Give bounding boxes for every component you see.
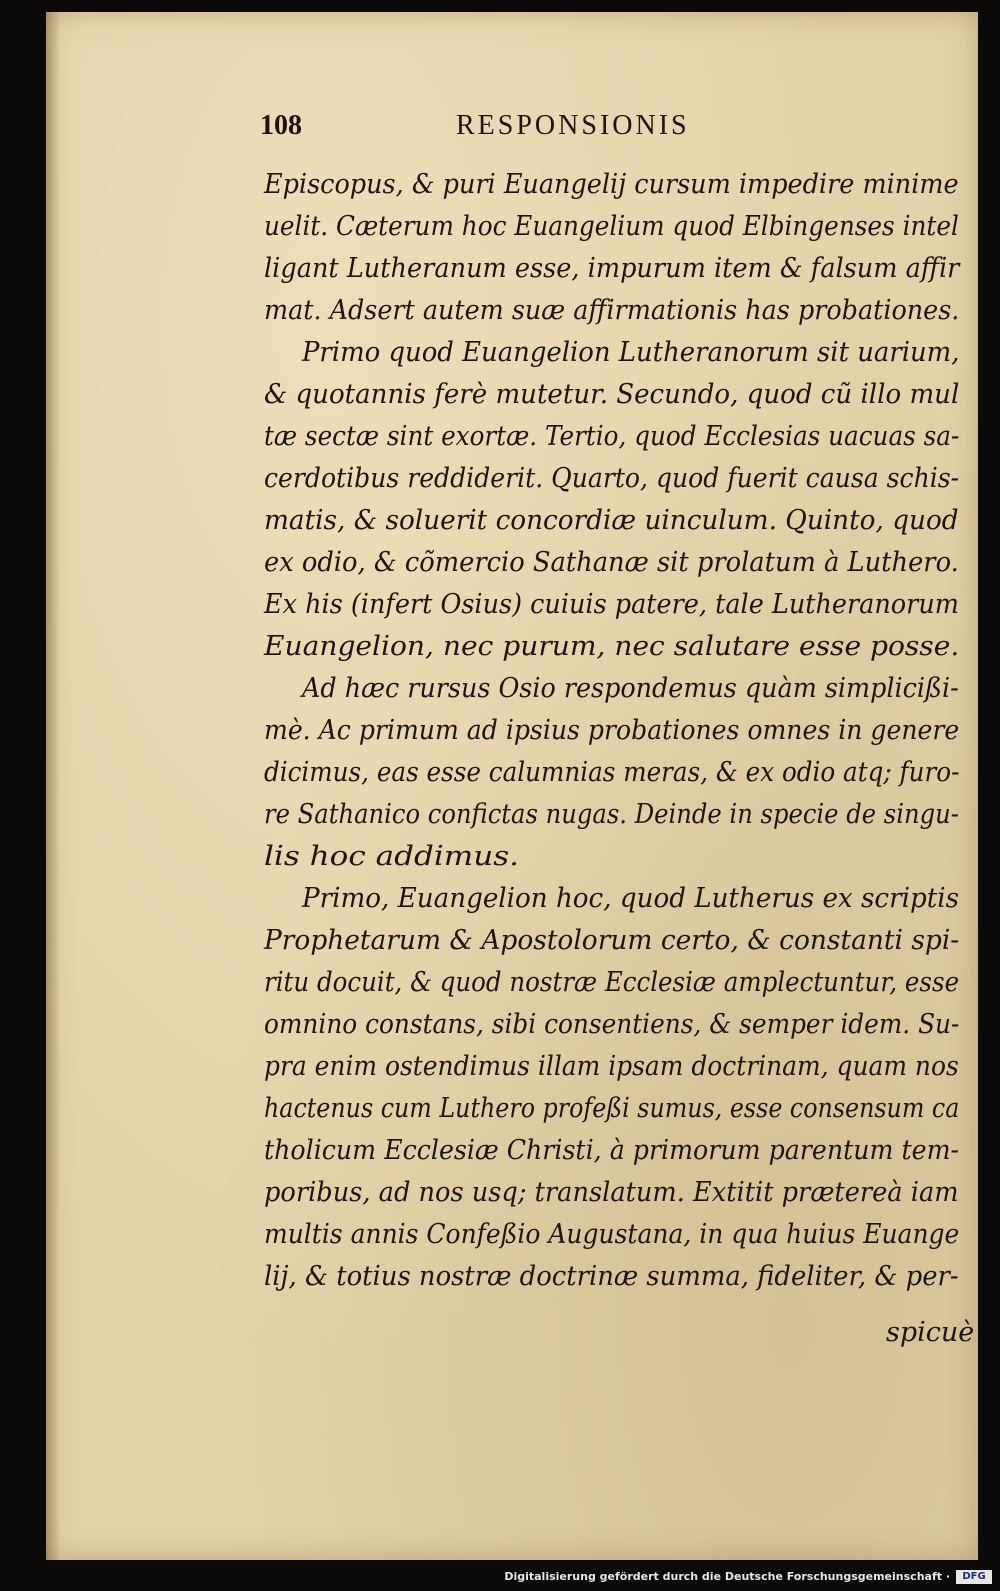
text-line: pra enim ostendimus illam ipsam doctrinam, quam nos	[264, 1051, 959, 1082]
text-line: & quotannis ferè mutetur. Secundo, quod cũ illo mul	[264, 379, 960, 410]
text-line: ligant Lutheranum esse, impurum item & falsum affir	[264, 253, 960, 284]
text-line: Euangelion, nec purum, nec salutare esse posse.	[264, 631, 960, 662]
text-line: poribus, ad nos usq; translatum. Extitit prætereà iam	[264, 1177, 959, 1208]
text-line: Primo quod Euangelion Lutheranorum sit uarium,	[302, 337, 960, 368]
text-line: tholicum Ecclesiæ Christi, à primorum parentum tem-	[264, 1135, 960, 1166]
text-line: ex odio, & cõmercio Sathanæ sit prolatum à Luthero.	[264, 547, 959, 578]
text-line: Prophetarum & Apostolorum certo, & constanti spi-	[264, 925, 960, 956]
text-line: Episcopus, & puri Euangelij cursum impedire minime	[264, 169, 959, 200]
text-line: Primo, Euangelion hoc, quod Lutherus ex scriptis	[302, 883, 960, 914]
text-line: lis hoc addimus.	[264, 841, 520, 872]
catchword: spicuè	[886, 1317, 975, 1348]
body-text	[264, 166, 959, 1326]
running-title: RESPONSIONIS	[456, 110, 690, 141]
text-line: tæ sectæ sint exortæ. Tertio, quod Ecclesias uacuas sa-	[264, 421, 960, 452]
text-line: ritu docuit, & quod nostræ Ecclesiæ amplectuntur, esse	[264, 967, 960, 998]
dfg-logo: DFG	[956, 1570, 992, 1584]
text-line: re Sathanico confictas nugas. Deinde in specie de singu-	[264, 799, 959, 830]
text-line: multis annis Confeßio Augustana, in qua huius Euange	[264, 1219, 960, 1250]
text-line: hactenus cum Luthero profeßi sumus, esse consensum ca	[264, 1093, 960, 1124]
text-line: omnino constans, sibi consentiens, & semper idem. Su-	[264, 1009, 960, 1040]
text-line: matis, & soluerit concordiæ uinculum. Quinto, quod	[264, 505, 959, 536]
text-line: dicimus, eas esse calumnias meras, & ex odio atq; furo-	[264, 757, 960, 788]
text-line: Ex his (infert Osius) cuiuis patere, tale Lutheranorum	[264, 589, 959, 620]
text-line: lij, & totius nostræ doctrinæ summa, fideliter, & per-	[264, 1261, 959, 1292]
page-header	[260, 110, 780, 156]
text-line: cerdotibus reddiderit. Quarto, quod fuerit causa schis-	[264, 463, 960, 494]
footer-credit: Digitalisierung gefördert durch die Deutsche Forschungsgemeinschaft ·	[504, 1570, 950, 1583]
text-line: uelit. Cæterum hoc Euangelium quod Elbingenses intel	[264, 211, 959, 242]
text-line: mè. Ac primum ad ipsius probationes omnes in genere	[264, 715, 960, 746]
book-page	[46, 12, 978, 1560]
text-line: mat. Adsert autem suæ affirmationis has probationes.	[264, 295, 960, 326]
folio-number: 108	[260, 110, 302, 141]
digitization-footer	[0, 1566, 1000, 1591]
text-line: Ad hæc rursus Osio respondemus quàm simplicißi-	[302, 673, 959, 704]
